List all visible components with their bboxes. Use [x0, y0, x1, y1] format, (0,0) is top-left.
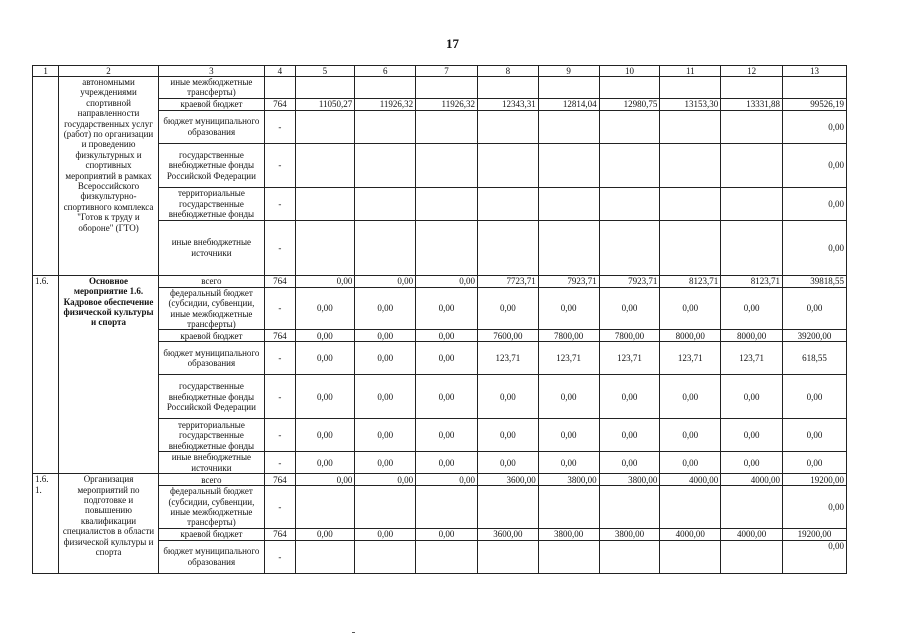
year-value: [721, 486, 783, 529]
year-value: 13331,88: [721, 98, 783, 110]
year-value: 0,00: [477, 287, 538, 330]
year-value: 3800,00: [538, 474, 599, 486]
year-value: 0,00: [721, 287, 783, 330]
year-value: [355, 220, 416, 275]
grbs-code: -: [265, 220, 295, 275]
column-number: 3: [158, 66, 264, 77]
funding-source: бюджет муниципального образования: [158, 342, 264, 375]
total-value: 0,00: [783, 110, 847, 143]
year-value: [721, 540, 783, 573]
year-value: [477, 110, 538, 143]
year-value: 0,00: [355, 275, 416, 287]
year-value: 4000,00: [721, 528, 783, 540]
year-value: [416, 540, 478, 573]
year-value: 0,00: [538, 452, 599, 474]
year-value: 0,00: [295, 330, 355, 342]
year-value: 8000,00: [721, 330, 783, 342]
year-value: 0,00: [355, 342, 416, 375]
funding-source: краевой бюджет: [158, 98, 264, 110]
year-value: 0,00: [538, 287, 599, 330]
year-value: 123,71: [538, 342, 599, 375]
year-value: [477, 77, 538, 99]
year-value: [416, 110, 478, 143]
year-value: [538, 110, 599, 143]
total-value: 0,00: [783, 220, 847, 275]
funding-source: иные внебюджетные источники: [158, 452, 264, 474]
year-value: [599, 77, 660, 99]
year-value: [416, 187, 478, 220]
funding-source: федеральный бюджет (субсидии, субвенции, иные межбюджетные трансферты): [158, 486, 264, 529]
funding-source: территориальные государственные внебюджетные фонды: [158, 187, 264, 220]
column-number: 5: [295, 66, 355, 77]
grbs-code: 764: [265, 275, 295, 287]
year-value: [721, 187, 783, 220]
year-value: [477, 540, 538, 573]
grbs-code: -: [265, 452, 295, 474]
year-value: [721, 77, 783, 99]
column-number: 11: [660, 66, 721, 77]
year-value: 11050,27: [295, 98, 355, 110]
funding-source: краевой бюджет: [158, 528, 264, 540]
year-value: [538, 143, 599, 187]
column-number-row: [33, 66, 847, 77]
total-value: 0,00: [783, 452, 847, 474]
year-value: [599, 187, 660, 220]
year-value: 0,00: [660, 419, 721, 452]
table-row: [33, 275, 847, 287]
year-value: 0,00: [295, 287, 355, 330]
column-number: 2: [59, 66, 158, 77]
grbs-code: -: [265, 375, 295, 419]
year-value: 8123,71: [721, 275, 783, 287]
year-value: 11926,32: [416, 98, 478, 110]
page-number: 17: [446, 36, 459, 51]
year-value: [416, 143, 478, 187]
total-value: 0,00: [783, 143, 847, 187]
total-value: 39200,00: [783, 330, 847, 342]
row-number: 1.6.: [33, 275, 59, 473]
year-value: 0,00: [538, 419, 599, 452]
measure-description: Организация мероприятий по подготовке и повышению квалификации специалистов в области физической культуры и спорта: [59, 474, 158, 574]
total-value: 0,00: [783, 375, 847, 419]
year-value: [599, 540, 660, 573]
year-value: 0,00: [295, 419, 355, 452]
year-value: 0,00: [416, 375, 478, 419]
year-value: 0,00: [599, 287, 660, 330]
year-value: 8123,71: [660, 275, 721, 287]
year-value: 7800,00: [599, 330, 660, 342]
year-value: [295, 486, 355, 529]
column-number: 8: [477, 66, 538, 77]
table-row: [33, 77, 847, 99]
year-value: 0,00: [477, 452, 538, 474]
total-value: 0,00: [783, 486, 847, 529]
year-value: 0,00: [599, 419, 660, 452]
column-number: 4: [265, 66, 295, 77]
year-value: 3600,00: [477, 474, 538, 486]
grbs-code: -: [265, 419, 295, 452]
year-value: 0,00: [538, 375, 599, 419]
year-value: [355, 143, 416, 187]
year-value: 12343,31: [477, 98, 538, 110]
column-number: 13: [783, 66, 847, 77]
grbs-code: 764: [265, 528, 295, 540]
total-value: 0,00: [783, 187, 847, 220]
year-value: [295, 77, 355, 99]
year-value: [721, 110, 783, 143]
year-value: [538, 540, 599, 573]
year-value: 123,71: [477, 342, 538, 375]
year-value: 0,00: [295, 275, 355, 287]
year-value: 0,00: [477, 375, 538, 419]
year-value: 7923,71: [538, 275, 599, 287]
grbs-code: [265, 77, 295, 99]
grbs-code: 764: [265, 474, 295, 486]
grbs-code: -: [265, 187, 295, 220]
year-value: [660, 143, 721, 187]
funding-source: иные межбюджетные трансферты): [158, 77, 264, 99]
total-value: [783, 77, 847, 99]
year-value: 0,00: [416, 474, 478, 486]
table-row: [33, 474, 847, 486]
year-value: 0,00: [477, 419, 538, 452]
year-value: 7723,71: [477, 275, 538, 287]
year-value: 0,00: [355, 474, 416, 486]
year-value: 0,00: [295, 375, 355, 419]
funding-source: государственные внебюджетные фонды Российской Федерации: [158, 143, 264, 187]
year-value: 0,00: [660, 287, 721, 330]
funding-source: иные внебюджетные источники: [158, 220, 264, 275]
year-value: [355, 77, 416, 99]
row-number: 1.6. 1.: [33, 474, 59, 574]
year-value: 0,00: [416, 275, 478, 287]
year-value: [660, 486, 721, 529]
year-value: 4000,00: [660, 474, 721, 486]
year-value: 0,00: [295, 452, 355, 474]
grbs-code: -: [265, 486, 295, 529]
year-value: 0,00: [355, 452, 416, 474]
year-value: [660, 187, 721, 220]
year-value: 3800,00: [599, 474, 660, 486]
year-value: 0,00: [416, 452, 478, 474]
year-value: [295, 540, 355, 573]
total-value: 19200,00: [783, 528, 847, 540]
year-value: [355, 187, 416, 220]
funding-source: всего: [158, 474, 264, 486]
funding-source: бюджет муниципального образования: [158, 110, 264, 143]
column-number: 1: [33, 66, 59, 77]
funding-source: бюджет муниципального образования: [158, 540, 264, 573]
row-number: [33, 77, 59, 276]
total-value: 618,55: [783, 342, 847, 375]
measure-description: автономными учреждениями спортивной направленности государственных услуг (работ) по организации и проведению физкультурных и спортивных мероприятий в рамках Всероссийского физкультурно-спортивного комплекса "Готов к труду и обороне" (ГТО): [59, 77, 158, 276]
year-value: 0,00: [660, 375, 721, 419]
year-value: 0,00: [599, 452, 660, 474]
funding-source: федеральный бюджет (субсидии, субвенции, иные межбюджетные трансферты): [158, 287, 264, 330]
year-value: [599, 486, 660, 529]
year-value: [660, 220, 721, 275]
year-value: 123,71: [660, 342, 721, 375]
year-value: 0,00: [416, 342, 478, 375]
year-value: [416, 77, 478, 99]
total-value: 19200,00: [783, 474, 847, 486]
column-number: 6: [355, 66, 416, 77]
grbs-code: -: [265, 110, 295, 143]
year-value: 0,00: [721, 452, 783, 474]
year-value: [355, 110, 416, 143]
year-value: 12814,04: [538, 98, 599, 110]
year-value: [295, 187, 355, 220]
year-value: [477, 486, 538, 529]
year-value: 4000,00: [721, 474, 783, 486]
grbs-code: -: [265, 342, 295, 375]
year-value: [295, 220, 355, 275]
scan-mark: [352, 632, 355, 633]
column-number: 9: [538, 66, 599, 77]
year-value: [355, 540, 416, 573]
year-value: [355, 486, 416, 529]
year-value: 0,00: [355, 528, 416, 540]
year-value: 3600,00: [477, 528, 538, 540]
year-value: [660, 77, 721, 99]
year-value: [477, 187, 538, 220]
year-value: [599, 220, 660, 275]
year-value: [416, 220, 478, 275]
year-value: 13153,30: [660, 98, 721, 110]
grbs-code: -: [265, 143, 295, 187]
year-value: [538, 220, 599, 275]
total-value: 0,00: [783, 419, 847, 452]
year-value: 11926,32: [355, 98, 416, 110]
year-value: 12980,75: [599, 98, 660, 110]
year-value: [721, 220, 783, 275]
grbs-code: -: [265, 540, 295, 573]
year-value: [295, 143, 355, 187]
year-value: 0,00: [295, 528, 355, 540]
year-value: [295, 110, 355, 143]
year-value: [477, 220, 538, 275]
total-value: 99526,19: [783, 98, 847, 110]
year-value: [538, 77, 599, 99]
column-number: 7: [416, 66, 478, 77]
year-value: 3800,00: [538, 528, 599, 540]
total-value: 0,00: [783, 287, 847, 330]
measure-description: Основное мероприятие 1.6. Кадровое обеспечение физической культуры и спорта: [59, 275, 158, 473]
year-value: 0,00: [355, 419, 416, 452]
year-value: [660, 110, 721, 143]
year-value: 0,00: [416, 330, 478, 342]
year-value: [660, 540, 721, 573]
year-value: 7800,00: [538, 330, 599, 342]
funding-source: краевой бюджет: [158, 330, 264, 342]
total-value: 0,00: [783, 540, 847, 573]
year-value: 0,00: [416, 528, 478, 540]
funding-source: территориальные государственные внебюджетные фонды: [158, 419, 264, 452]
grbs-code: 764: [265, 98, 295, 110]
year-value: 0,00: [416, 419, 478, 452]
year-value: [538, 486, 599, 529]
year-value: [599, 143, 660, 187]
funding-source: всего: [158, 275, 264, 287]
year-value: 0,00: [355, 330, 416, 342]
total-value: 39818,55: [783, 275, 847, 287]
year-value: 0,00: [355, 375, 416, 419]
year-value: 8000,00: [660, 330, 721, 342]
year-value: [416, 486, 478, 529]
budget-table: [32, 65, 847, 574]
year-value: 0,00: [660, 452, 721, 474]
year-value: [721, 143, 783, 187]
year-value: 0,00: [721, 419, 783, 452]
year-value: 4000,00: [660, 528, 721, 540]
year-value: 7600,00: [477, 330, 538, 342]
year-value: 0,00: [295, 474, 355, 486]
column-number: 12: [721, 66, 783, 77]
year-value: [477, 143, 538, 187]
column-number: 10: [599, 66, 660, 77]
year-value: [538, 187, 599, 220]
grbs-code: 764: [265, 330, 295, 342]
year-value: 0,00: [721, 375, 783, 419]
year-value: 0,00: [295, 342, 355, 375]
year-value: 0,00: [355, 287, 416, 330]
year-value: 0,00: [599, 375, 660, 419]
year-value: [599, 110, 660, 143]
year-value: 0,00: [416, 287, 478, 330]
grbs-code: -: [265, 287, 295, 330]
year-value: 123,71: [721, 342, 783, 375]
year-value: 3800,00: [599, 528, 660, 540]
funding-source: государственные внебюджетные фонды Российской Федерации: [158, 375, 264, 419]
year-value: 7923,71: [599, 275, 660, 287]
year-value: 123,71: [599, 342, 660, 375]
